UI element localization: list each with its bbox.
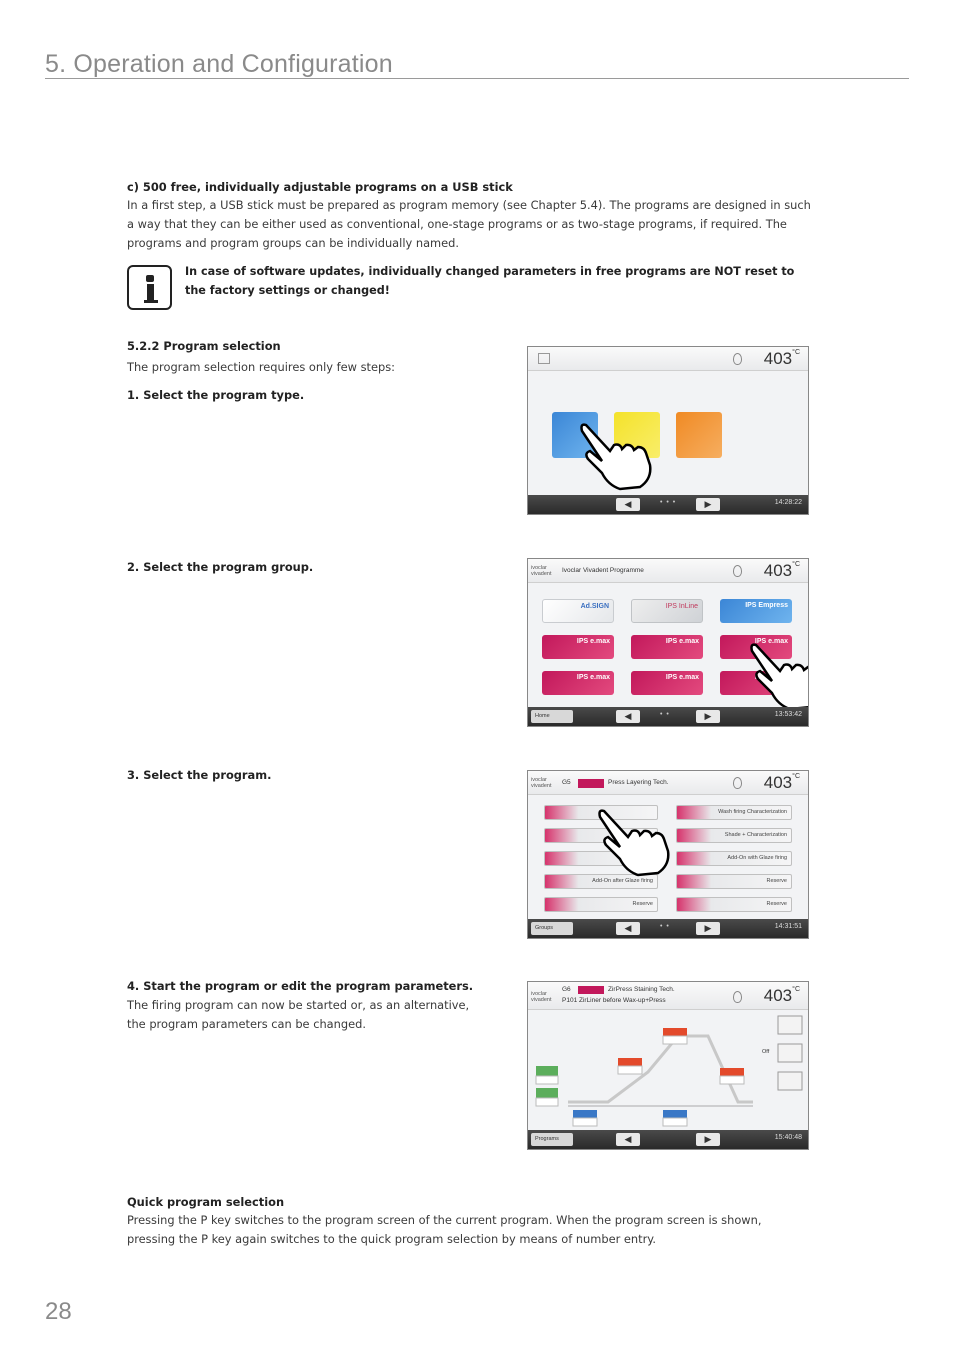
screen-program-parameters xyxy=(527,981,809,1150)
info-icon xyxy=(127,265,172,310)
section-c-body: In a first step, a USB stick must be prepared as program memory (see Chapter 5.4). The programs are designed in such a way that they can be either used as conventional, one-stage programs or as two-stage programs, if required. The programs and program groups can be individually named. xyxy=(127,198,811,250)
nav-next-button[interactable]: ▶ xyxy=(696,498,720,511)
group-tile[interactable]: IPS e.max xyxy=(720,635,792,659)
temperature-display: $403^{^\circ C}$ xyxy=(763,349,800,368)
group-number: G6 xyxy=(562,986,571,993)
group-number: G5 xyxy=(562,779,571,786)
step-3-label: 3. Select the program. xyxy=(127,768,272,782)
section-522-heading: 5.2.2 Program selection xyxy=(127,339,281,353)
program-name: P101 ZirLiner before Wax-up+Press xyxy=(562,997,666,1004)
group-tile[interactable]: IPS e.max xyxy=(542,635,614,659)
page-dots: • • xyxy=(660,923,670,930)
flame-icon xyxy=(733,353,742,365)
flame-icon xyxy=(733,991,742,1003)
nav-next-button[interactable]: ▶ xyxy=(696,922,720,935)
pointing-hand-icon xyxy=(580,419,658,491)
ivoclar-logo: ivoclar vivadent xyxy=(531,777,552,789)
group-tile[interactable]: IPS e.max xyxy=(631,635,703,659)
group-tile[interactable]: IPS e.max xyxy=(542,671,614,695)
program-button[interactable]: Shade + Characterization xyxy=(676,828,792,843)
nav-next-button[interactable]: ▶ xyxy=(696,710,720,723)
section-c-heading: c) 500 free, individually adjustable programs on a USB stick xyxy=(127,180,513,194)
nav-prev-button[interactable]: ◀ xyxy=(616,498,640,511)
screen-program-group xyxy=(527,558,809,727)
back-button[interactable]: Groups xyxy=(531,922,573,935)
quick-selection-body: Pressing the P key switches to the program screen of the current program. When the program screen is shown, pressing the P key again switches to the quick program selection by means of number entry. xyxy=(127,1213,762,1246)
program-button[interactable]: Add-On after Glaze firing xyxy=(544,874,658,889)
clock: 14:28:22 xyxy=(774,499,802,506)
tile-usb-programs[interactable] xyxy=(676,412,722,458)
group-tile[interactable]: Ad.SIGN xyxy=(542,599,614,623)
step-1-label: 1. Select the program type. xyxy=(127,388,305,402)
section-522-intro: The program selection requires only few steps: xyxy=(127,360,395,374)
clock: 14:31:51 xyxy=(774,923,802,930)
program-button[interactable]: Wash firing Characterization xyxy=(676,805,792,820)
chapter-rule xyxy=(45,78,909,79)
screen-program-list xyxy=(527,770,809,939)
program-button[interactable]: Reserve xyxy=(676,897,792,912)
screen-title: ZirPress Staining Tech. xyxy=(608,986,675,993)
software-update-note: In case of software updates, individually changed parameters in free programs are NOT reset to the factory settings or changed! xyxy=(185,265,795,297)
flame-icon xyxy=(733,565,742,577)
back-button[interactable]: Programs xyxy=(531,1133,573,1146)
off-label: Off xyxy=(762,1049,770,1055)
temperature-display: $403^{^\circ C}$ xyxy=(763,561,800,580)
group-tile[interactable]: IPS Empress xyxy=(720,599,792,623)
group-tile[interactable]: IPS e.max xyxy=(631,671,703,695)
emax-badge xyxy=(578,779,604,788)
screen-title: Press Layering Tech. xyxy=(608,779,669,786)
program-button[interactable]: Reserve xyxy=(544,897,658,912)
page-dots: • • xyxy=(660,711,670,718)
nav-prev-button[interactable]: ◀ xyxy=(616,710,640,723)
firing-curve-graph xyxy=(528,1010,808,1132)
step-4-body: The firing program can now be started or, as an alternative, the program parameters can be changed. xyxy=(127,998,470,1031)
step-2-label: 2. Select the program group. xyxy=(127,560,314,574)
chapter-title: 5. Operation and Configuration xyxy=(45,50,393,78)
home-icon[interactable] xyxy=(538,353,550,364)
program-button[interactable]: Add-On with Glaze firing xyxy=(676,851,792,866)
emax-badge xyxy=(578,986,604,994)
page-number: 28 xyxy=(45,1298,72,1325)
nav-next-button[interactable]: ▶ xyxy=(696,1133,720,1146)
group-tile[interactable]: IPS InLine xyxy=(631,599,703,623)
screen-title: Ivoclar Vivadent Programme xyxy=(562,567,644,574)
ivoclar-logo: ivoclar vivadent xyxy=(531,991,552,1003)
temperature-display: $403^{^\circ C}$ xyxy=(763,773,800,792)
page-dots: • • • xyxy=(660,499,677,506)
step-4-label: 4. Start the program or edit the program parameters. xyxy=(127,979,474,993)
back-button[interactable]: Home xyxy=(531,710,573,723)
program-button[interactable]: Reserve xyxy=(676,874,792,889)
temperature-display: $403^{^\circ C}$ xyxy=(763,986,800,1005)
ivoclar-logo: ivoclar vivadent xyxy=(531,565,552,577)
pointing-hand-icon xyxy=(598,805,676,877)
pointing-hand-icon xyxy=(750,639,809,711)
screen-program-type xyxy=(527,346,809,515)
clock: 15:40:48 xyxy=(774,1134,802,1141)
nav-prev-button[interactable]: ◀ xyxy=(616,1133,640,1146)
clock: 13:53:42 xyxy=(774,711,802,718)
flame-icon xyxy=(733,777,742,789)
nav-prev-button[interactable]: ◀ xyxy=(616,922,640,935)
quick-selection-heading: Quick program selection xyxy=(127,1195,285,1209)
